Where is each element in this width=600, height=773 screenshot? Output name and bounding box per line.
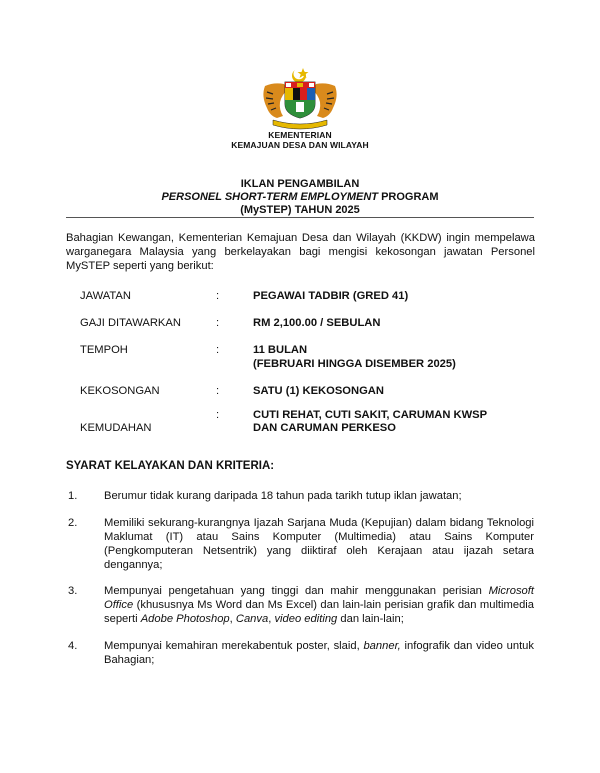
malaysia-coat-of-arms-logo — [259, 66, 341, 130]
text-part-italic: Adobe Photoshop — [140, 613, 230, 625]
text-part-italic: Microsoft Office — [104, 585, 534, 611]
detail-label: KEMUDAHAN — [80, 422, 152, 434]
text-part-italic: video editing — [274, 613, 338, 625]
text-part: infografik dan video untuk Bahagian; — [104, 640, 534, 666]
document-subtitle — [0, 191, 600, 203]
requirement-number: 3. — [68, 585, 78, 597]
requirement-number: 1. — [68, 490, 78, 502]
detail-label: TEMPOH — [80, 344, 128, 356]
document-subtitle-line3: (MySTEP) TAHUN 2025 — [240, 204, 360, 216]
requirement-text: Memiliki sekurang-kurangnya Ijazah Sarjana Muda (Kepujian) dalam bidang Teknologi Maklumat (IT) atau Sains Komputer (Multimedia) atau Sains Komputer (Pengkomputeran Netsentrik) yang diiktiraf oleh Kerajaan atau ijazah setara dengannya; — [104, 517, 534, 571]
detail-value: PEGAWAI TADBIR (GRED 41) — [253, 290, 409, 302]
detail-label: JAWATAN — [80, 290, 131, 302]
detail-value: SATU (1) KEKOSONGAN — [253, 385, 384, 397]
text-part: Mempunyai kemahiran merekabentuk poster, slaid, — [104, 640, 364, 652]
detail-label: KEKOSONGAN — [80, 385, 160, 397]
requirement-number: 4. — [68, 640, 78, 652]
requirement-text — [104, 584, 534, 626]
title-divider — [66, 217, 534, 218]
intro-paragraph: Bahagian Kewangan, Kementerian Kemajuan Desa dan Wilayah (KKDW) ingin mempelawa warganegara Malaysia yang berkelayakan bagi mengisi kekosongan jawatan Personel MySTEP seperti yang berikut: — [66, 232, 535, 272]
text-part-italic: Canva — [235, 613, 269, 625]
detail-colon: : — [216, 317, 220, 329]
detail-value: RM 2,100.00 / SEBULAN — [253, 317, 381, 329]
text-part: , — [229, 613, 236, 625]
subtitle-italic-part: PERSONEL SHORT-TERM EMPLOYMENT — [161, 191, 379, 203]
text-part: Mempunyai pengetahuan yang tinggi dan mahir menggunakan perisian — [104, 585, 489, 597]
text-part: , — [268, 613, 275, 625]
requirement-number: 2. — [68, 517, 78, 529]
detail-colon: : — [216, 290, 220, 302]
detail-colon: : — [216, 409, 220, 421]
text-part-italic: banner, — [363, 640, 401, 652]
document-title: IKLAN PENGAMBILAN — [240, 178, 360, 190]
detail-value-line2: (FEBRUARI HINGGA DISEMBER 2025) — [253, 358, 456, 370]
ministry-name-line1: KEMENTERIAN — [268, 130, 332, 140]
subtitle-rest: PROGRAM — [378, 191, 439, 203]
detail-value-line2: DAN CARUMAN PERKESO — [253, 422, 396, 434]
requirement-text: Berumur tidak kurang daripada 18 tahun pada tarikh tutup iklan jawatan; — [104, 490, 462, 502]
detail-colon: : — [216, 344, 220, 356]
ministry-name-line2: KEMAJUAN DESA DAN WILAYAH — [231, 140, 369, 150]
detail-colon: : — [216, 385, 220, 397]
detail-label: GAJI DITAWARKAN — [80, 317, 181, 329]
requirement-text — [104, 639, 534, 667]
detail-value: CUTI REHAT, CUTI SAKIT, CARUMAN KWSP — [253, 409, 488, 421]
detail-value: 11 BULAN — [253, 344, 308, 356]
section-heading: SYARAT KELAYAKAN DAN KRITERIA: — [66, 460, 275, 472]
text-part: dan lain-lain; — [337, 613, 404, 625]
text-part: (khususnya Ms Word dan Ms Excel) dan lain-lain perisian grafik dan multimedia seperti — [104, 599, 534, 625]
